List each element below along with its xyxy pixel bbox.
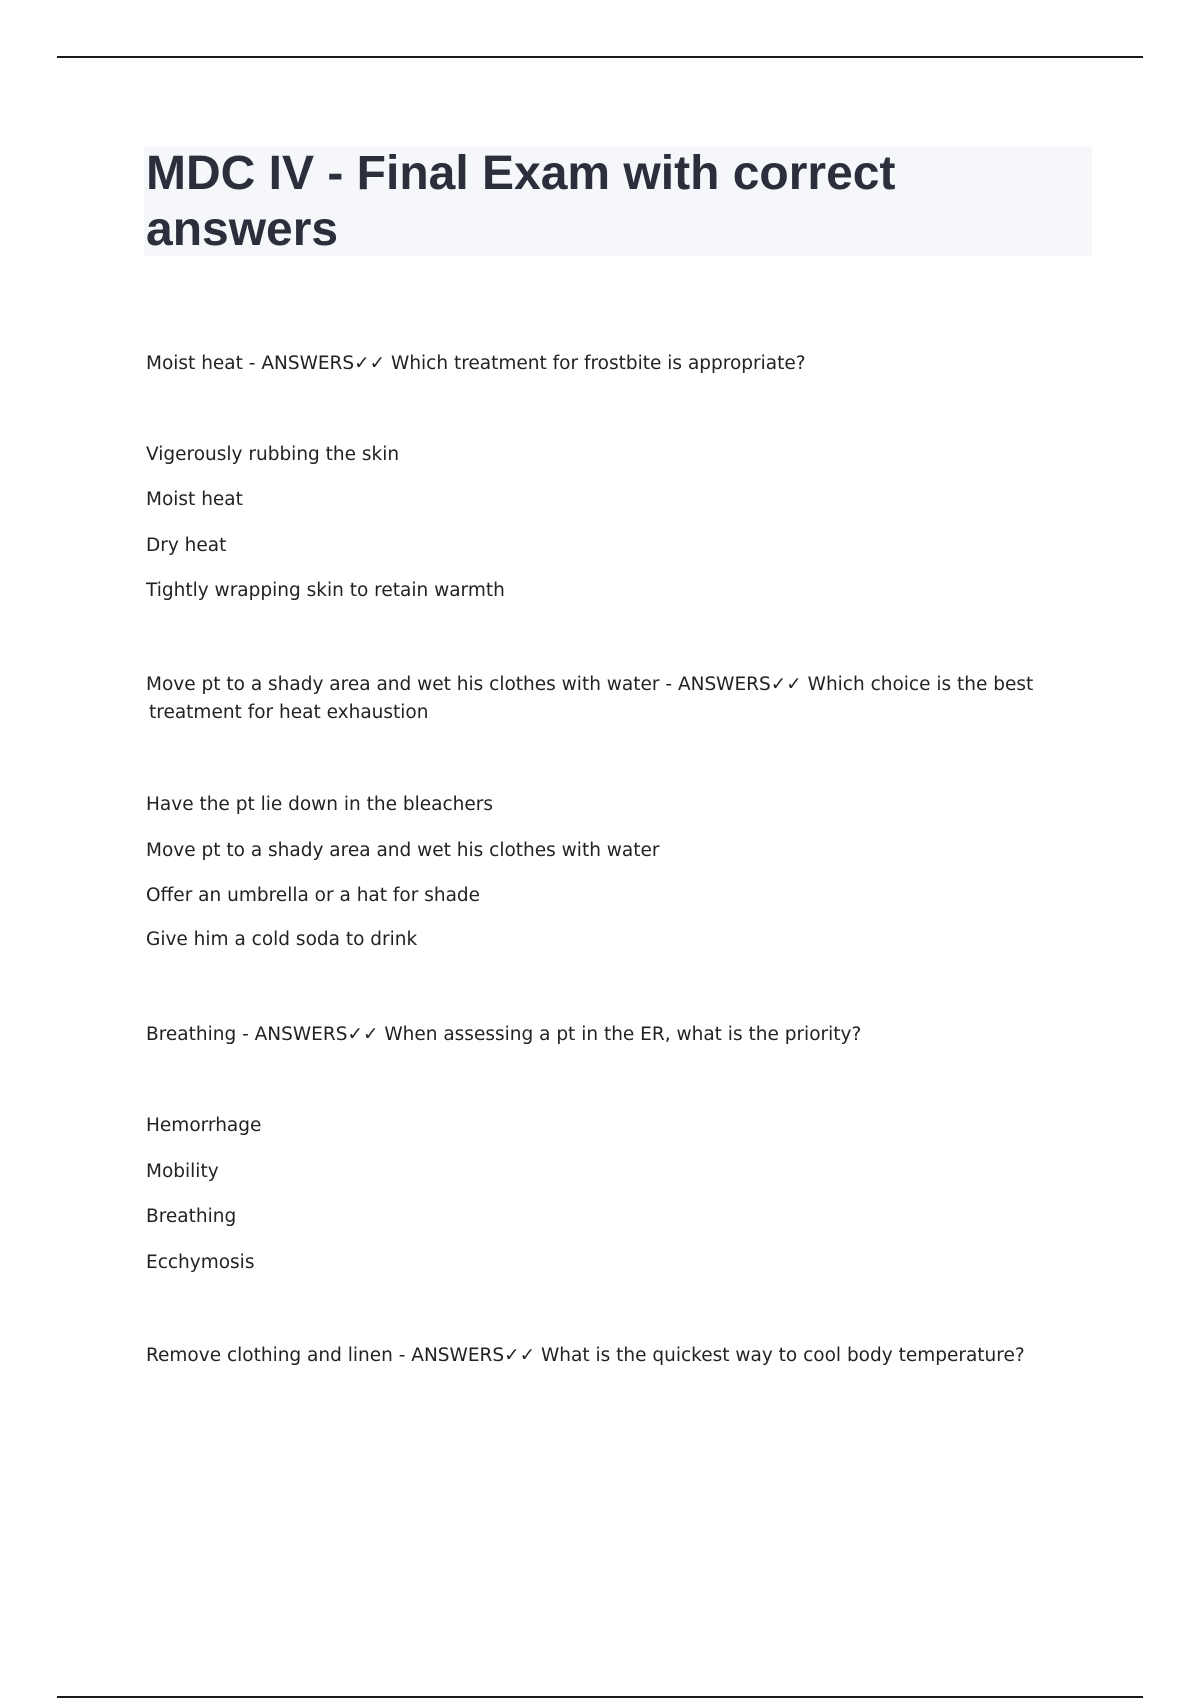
bottom-rule (57, 1696, 1143, 1698)
question-text: Breathing - ANSWERS✓✓ When assessing a pt in the ER, what is the priority? (146, 1024, 862, 1045)
question-1-option-2: Moist heat (146, 489, 243, 510)
question-4 (146, 1342, 1066, 1370)
question-2-option-4: Give him a cold soda to drink (146, 929, 418, 950)
question-3 (146, 1021, 1066, 1049)
question-2 (146, 671, 1066, 727)
question-1 (146, 350, 1066, 378)
question-text: Moist heat - ANSWERS✓✓ Which treatment for frostbite is appropriate? (146, 353, 806, 374)
question-text-continuation: treatment for heat exhaustion (149, 702, 429, 723)
question-text: Remove clothing and linen - ANSWERS✓✓ What is the quickest way to cool body temperature? (146, 1345, 1025, 1366)
page-title: MDC IV - Final Exam with correct answers (146, 147, 896, 256)
question-2-option-1: Have the pt lie down in the bleachers (146, 794, 494, 815)
question-3-option-2: Mobility (146, 1161, 219, 1182)
question-1-option-3: Dry heat (146, 535, 227, 556)
question-1-option-4: Tightly wrapping skin to retain warmth (146, 580, 505, 601)
question-text: Move pt to a shady area and wet his clothes with water - ANSWERS✓✓ Which choice is the best (146, 674, 1034, 695)
question-2-option-2: Move pt to a shady area and wet his clothes with water (146, 840, 660, 861)
question-2-option-3: Offer an umbrella or a hat for shade (146, 885, 481, 906)
question-3-option-4: Ecchymosis (146, 1252, 255, 1273)
question-1-option-1: Vigerously rubbing the skin (146, 444, 400, 465)
top-rule (57, 56, 1143, 58)
question-3-option-1: Hemorrhage (146, 1115, 262, 1136)
question-3-option-3: Breathing (146, 1206, 237, 1227)
